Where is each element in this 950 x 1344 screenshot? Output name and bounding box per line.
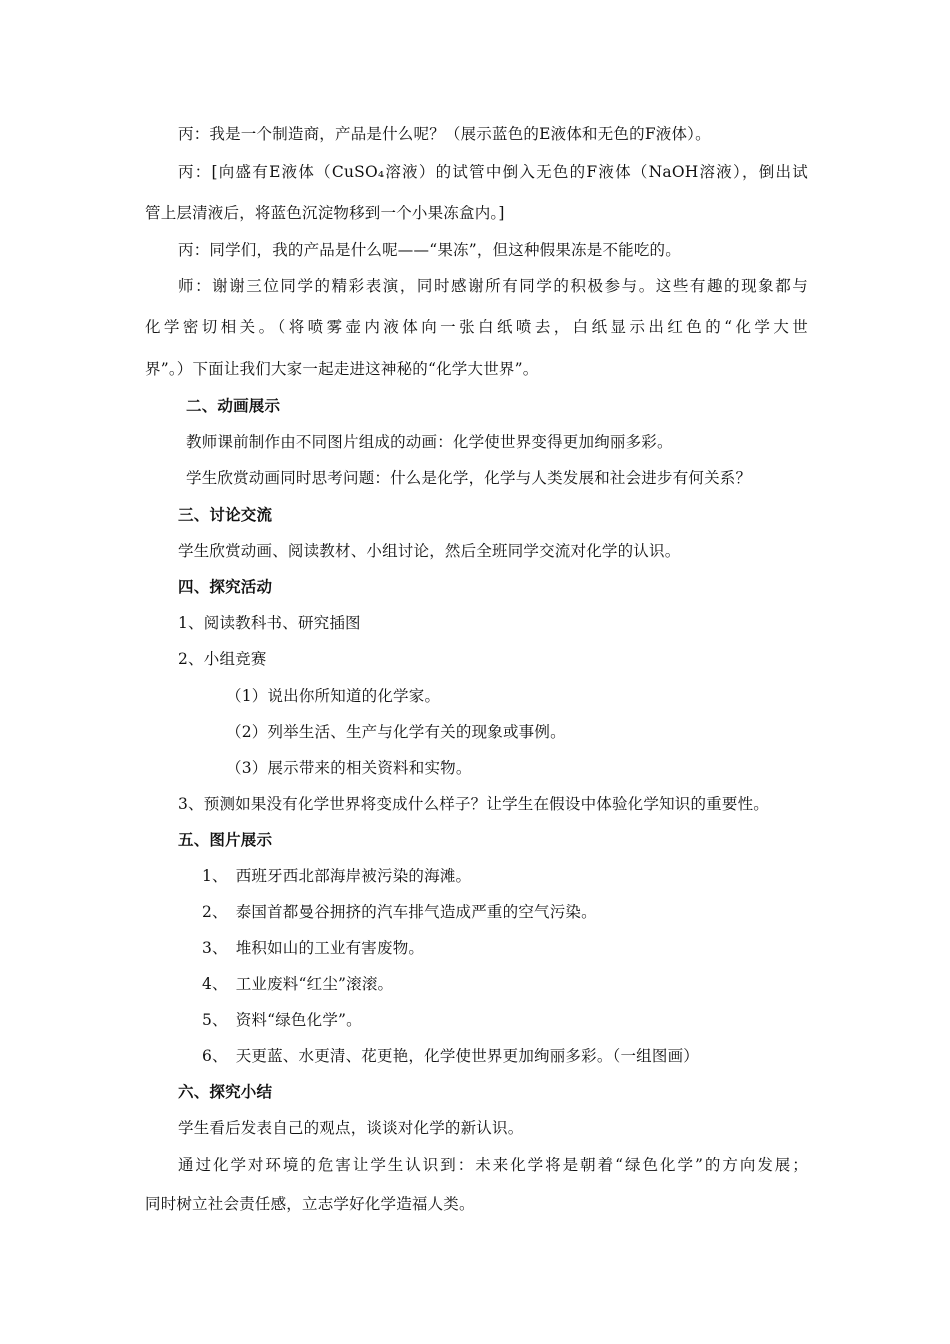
dialogue-line-2: 丙：[向盛有E液体（CuSO₄溶液）的试管中倒入无色的F液体（NaOH溶液），倒出试	[178, 163, 808, 181]
summary-line-2: 通过化学对环境的危害让学生认识到：未来化学将是朝着“绿色化学”的方向发展；	[178, 1156, 808, 1174]
inquiry-item-3: 3、预测如果没有化学世界将变成什么样子？让学生在假设中体验化学知识的重要性。	[178, 795, 769, 813]
dialogue-line-2-cont: 管上层清液后，将蓝色沉淀物移到一个小果冻盒内。]	[145, 204, 505, 222]
teacher-line: 师：谢谢三位同学的精彩表演，同时感谢所有同学的积极参与。这些有趣的现象都与	[178, 277, 808, 295]
picture-item-5: 5、 资料“绿色化学”。	[202, 1011, 362, 1029]
section-heading-inquiry: 四、探究活动	[178, 577, 273, 596]
section-heading-animation: 二、动画展示	[186, 396, 281, 415]
section2-line-2: 学生欣赏动画同时思考问题：什么是化学，化学与人类发展和社会进步有何关系？	[186, 469, 752, 487]
section2-line-1: 教师课前制作由不同图片组成的动画：化学使世界变得更加绚丽多彩。	[186, 433, 673, 451]
competition-subitem-1: （1）说出你所知道的化学家。	[226, 687, 441, 705]
inquiry-item-1: 1、阅读教科书、研究插图	[178, 614, 361, 632]
teacher-line-cont-1: 化学密切相关。（将喷雾壶内液体向一张白纸喷去，白纸显示出红色的“化学大世	[145, 318, 808, 336]
section-heading-discussion: 三、讨论交流	[178, 505, 273, 524]
picture-item-3: 3、 堆积如山的工业有害废物。	[202, 939, 425, 957]
section-heading-pictures: 五、图片展示	[178, 830, 273, 849]
competition-subitem-2: （2）列举生活、生产与化学有关的现象或事例。	[226, 723, 566, 741]
section-heading-summary: 六、探究小结	[178, 1082, 273, 1101]
summary-line-3: 同时树立社会责任感，立志学好化学造福人类。	[145, 1195, 475, 1213]
summary-line-1: 学生看后发表自己的观点，谈谈对化学的新认识。	[178, 1119, 524, 1137]
competition-subitem-3: （3）展示带来的相关资料和实物。	[226, 759, 472, 777]
section3-line-1: 学生欣赏动画、阅读教材、小组讨论，然后全班同学交流对化学的认识。	[178, 542, 681, 560]
picture-item-2: 2、 泰国首都曼谷拥挤的汽车排气造成严重的空气污染。	[202, 903, 597, 921]
dialogue-line-1: 丙：我是一个制造商，产品是什么呢？（展示蓝色的E液体和无色的F液体）。	[178, 125, 711, 143]
teacher-line-cont-2: 界”。）下面让我们大家一起走进这神秘的“化学大世界”。	[145, 360, 539, 378]
picture-item-1: 1、 西班牙西北部海岸被污染的海滩。	[202, 867, 472, 885]
picture-item-4: 4、 工业废料“红尘”滚滚。	[202, 975, 394, 993]
picture-item-6: 6、 天更蓝、水更清、花更艳，化学使世界更加绚丽多彩。（一组图画）	[202, 1047, 699, 1065]
inquiry-item-2: 2、小组竞赛	[178, 650, 267, 668]
dialogue-line-3: 丙：同学们，我的产品是什么呢——“果冻”，但这种假果冻是不能吃的。	[178, 241, 681, 259]
